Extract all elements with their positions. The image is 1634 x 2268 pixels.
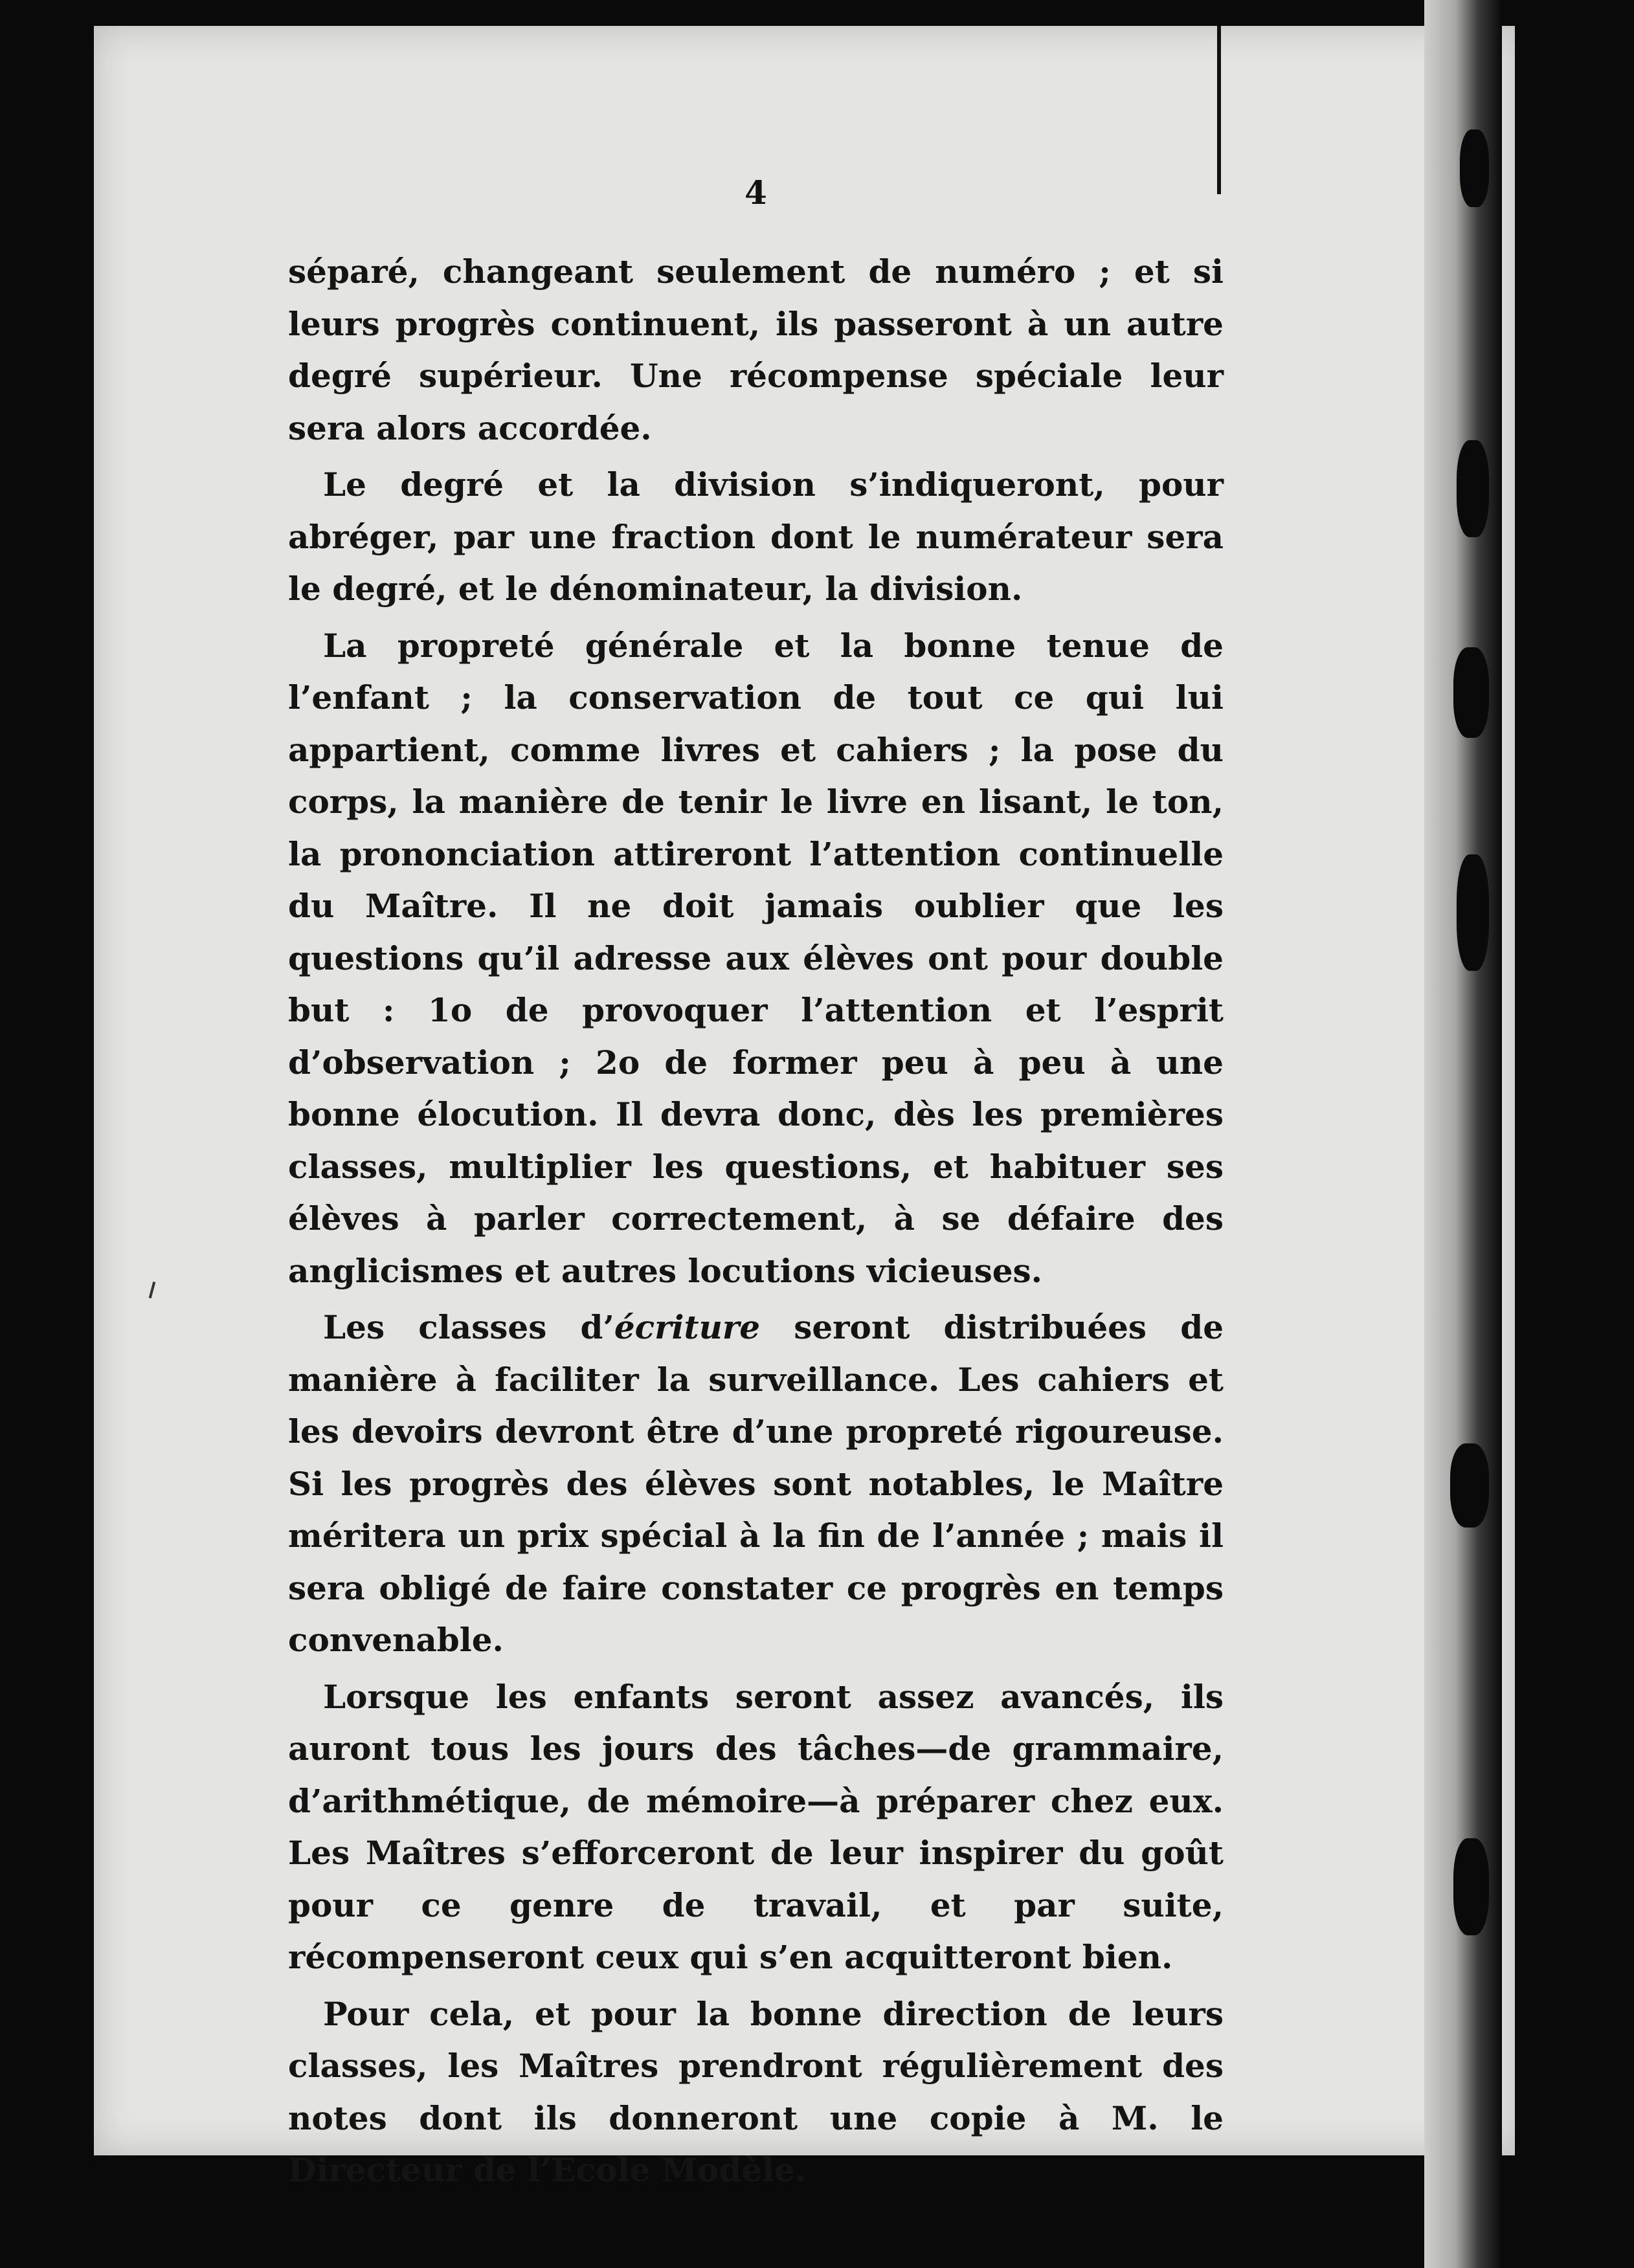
paragraph-text: Les classes d’ [323, 1308, 614, 1346]
binding-hole [1453, 647, 1489, 738]
paragraph-text: seront distribuées de manière à faciliter la surveillance. Les cahiers et les devoirs devront être d’une propreté rigoureuse. Si les progrès des élèves sont notables, le Maître méritera un prix spécial à la fin de l’année ; mais il sera obligé de faire constater ce progrès en temps convenable. [288, 1308, 1224, 1659]
binding-hole [1457, 440, 1489, 537]
paragraph-text: La propreté générale et la bonne tenue de l’enfant ; la conservation de tout ce qui lui appartient, comme livres et cahiers ; la pose du corps, la manière de tenir le livre en lisant, le ton, la prononciation attireront l’attention continuelle du Maître. Il ne doit jamais oublier que les questions qu’il adresse aux élèves ont pour double but : 1o de provoquer l’attention et l’esprit d’observation ; 2o de former peu à peu à une bonne élocution. Il devra donc, dès les premières classes, multiplier les questions, et habituer ses élèves à parler correctement, à se défaire des anglicismes et autres locutions vicieuses. [288, 626, 1224, 1290]
paragraph-text: séparé, changeant seulement de numéro ; et si leurs progrès continuent, ils passeront à un autre degré supérieur. Une récompense spéciale leur sera alors accordée. [288, 252, 1224, 447]
paragraph-text: Le degré et la division s’indiqueront, pour abréger, par une fraction dont le numérateur sera le degré, et le dénominateur, la division. [288, 465, 1224, 608]
paragraph [288, 1302, 1224, 1667]
binding-hole [1450, 1443, 1489, 1528]
margin-mark [149, 1282, 156, 1298]
binding-gutter [1424, 0, 1502, 2268]
binding-hole [1453, 1838, 1489, 1935]
paragraph [288, 459, 1224, 616]
binding-hole [1457, 854, 1489, 971]
paragraph [288, 1988, 1224, 2197]
paragraph-text: Lorsque les enfants seront assez avancés, ils auront tous les jours des tâches—de grammaire, d’arithmétique, de mémoire—à préparer chez eux. Les Maîtres s’efforceront de leur inspirer du goût pour ce genre de travail, et par suite, récompenseront ceux qui s’en acquitteront bien. [288, 1677, 1224, 1976]
paragraph [288, 1671, 1224, 1984]
page-number: 4 [744, 173, 767, 212]
page-crease-mark [1217, 26, 1221, 194]
binding-hole [1460, 129, 1489, 207]
paragraph [288, 246, 1224, 454]
body-text [288, 246, 1224, 2197]
paragraph [288, 620, 1224, 1298]
italic-text: écriture [614, 1308, 761, 1346]
paragraph-text: Pour cela, et pour la bonne direction de leurs classes, les Maîtres prendront régulièrement des notes dont ils donneront une copie à M. le Directeur de l’Ecole Modèle. [288, 1994, 1224, 2189]
